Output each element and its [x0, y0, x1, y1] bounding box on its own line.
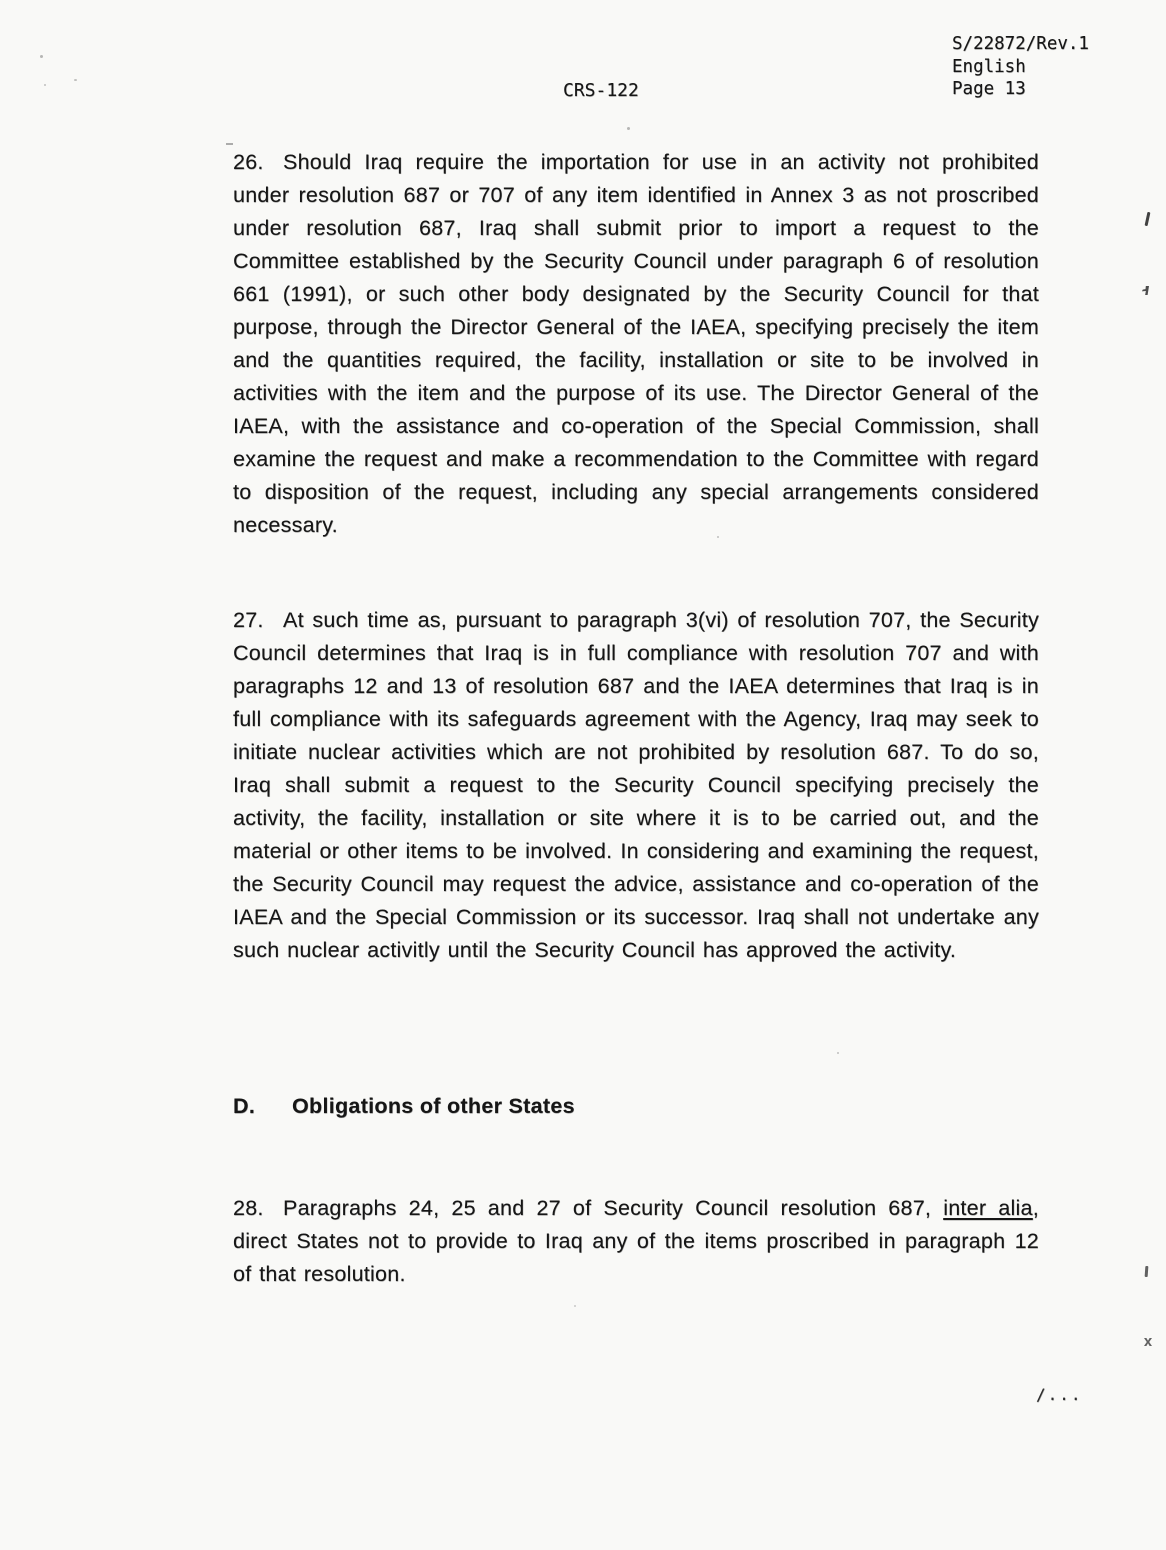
crs-stamp: CRS-122	[563, 80, 639, 101]
paragraph-26-number: 26.	[233, 150, 264, 174]
paragraph-28-text-after: , direct States not to provide to Iraq any of the items proscribed in paragraph 12 of that resolution.	[233, 1196, 1039, 1286]
scan-artifact	[1142, 286, 1149, 295]
scan-speck	[40, 55, 43, 58]
paragraph-28-number: 28.	[233, 1196, 264, 1220]
paragraph-26-text: Should Iraq require the importation for use in an activity not prohibited under resolution 687 or 707 of any item identified in Annex 3 as not proscribed under resolution 687, Iraq shall submit prior to import a request to the Committee established by the Security Council under paragraph 6 of resolution 661 (1991), or such other body designated by the Security Council for that purpose, through the Director General of the IAEA, specifying precisely the item and the quantities required, the facility, installation or site to be involved in activities with the item and the purpose of its use. The Director General of the IAEA, with the assistance and co-operation of the Special Commission, shall examine the request and make a recommendation to the Committee with regard to disposition of the request, including any special arrangements considered necessary.	[233, 150, 1039, 537]
document-page-number: Page 13	[952, 79, 1026, 99]
section-d-title: Obligations of other States	[292, 1094, 575, 1118]
scan-artifact	[1145, 1266, 1149, 1277]
section-d-heading	[233, 1094, 575, 1119]
paragraph-26	[233, 146, 1039, 542]
paragraph-28	[233, 1192, 1039, 1291]
paragraph-27-number: 27.	[233, 608, 264, 632]
scan-speck	[717, 536, 719, 538]
document-reference-block	[952, 33, 1089, 101]
scan-speck	[44, 84, 46, 86]
scan-speck	[226, 143, 233, 145]
page-continuation-mark: /...	[1036, 1385, 1083, 1404]
paragraph-28-inter-alia: inter alia	[943, 1196, 1033, 1220]
scan-speck	[74, 79, 77, 81]
section-d-letter: D.	[233, 1094, 256, 1118]
scan-artifact	[1144, 1338, 1152, 1346]
paragraph-27	[233, 604, 1039, 967]
paragraph-28-text-before: Paragraphs 24, 25 and 27 of Security Council resolution 687,	[283, 1196, 944, 1220]
paragraph-27-text: At such time as, pursuant to paragraph 3(vi) of resolution 707, the Security Council determines that Iraq is in full compliance with resolution 707 and with paragraphs 12 and 13 of resolution 687 and the IAEA determines that Iraq is in full compliance with its safeguards agreement with the Agency, Iraq may seek to initiate nuclear activities which are not prohibited by resolution 687. To do so, Iraq shall submit a request to the Security Council specifying precisely the activity, the facility, installation or site where it is to be carried out, and the material or other items to be involved. In considering and examining the request, the Security Council may request the advice, assistance and co-operation of the IAEA and the Special Commission or its successor. Iraq shall not undertake any such nuclear activitly until the Security Council has approved the activity.	[233, 608, 1039, 962]
document-language: English	[952, 56, 1026, 77]
scan-speck	[837, 1052, 839, 1054]
scan-speck	[627, 127, 630, 130]
scan-artifact	[1145, 212, 1151, 226]
document-symbol: S/22872/Rev.1	[952, 34, 1089, 54]
scan-speck	[574, 1305, 576, 1307]
